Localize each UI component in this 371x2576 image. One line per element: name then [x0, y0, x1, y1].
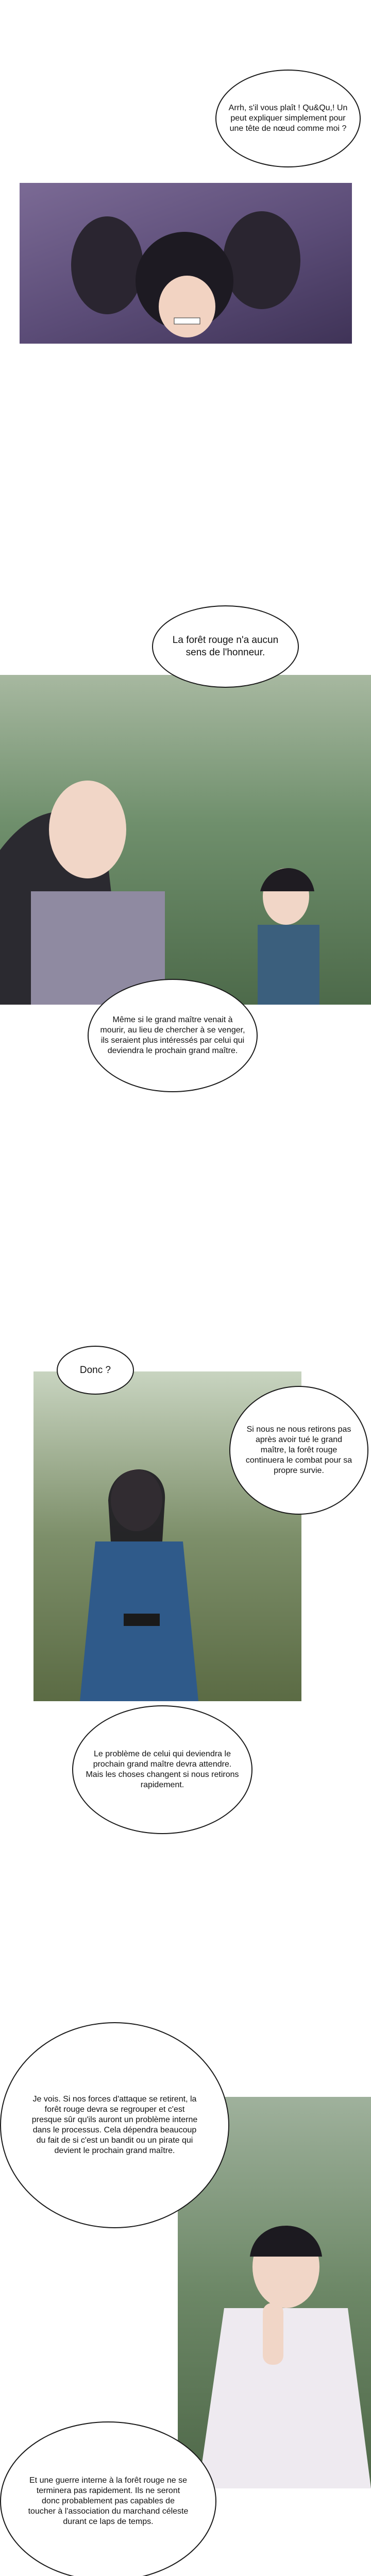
man-hair — [250, 2226, 322, 2257]
panel-2 — [0, 675, 371, 1005]
companion-hair — [260, 868, 314, 891]
speech-text-5: Si nous ne nous retirons pas après avoir tué le grand maître, la forêt rouge continuera le combat pour sa propre survie. — [245, 1425, 352, 1475]
speech-bubble-6 — [72, 1705, 252, 1834]
speech-text-1: Arrh, s'il vous plaît ! Qu&Qu,! Un peut expliquer simplement pour une tête de nœud comme moi ? — [228, 104, 348, 133]
speech-bubble-1 — [215, 70, 361, 167]
speech-text-3: Même si le grand maître venait à mourir, au lieu de chercher à se venger, ils seraient plus intéressés par celui qui deviendra le prochain grand maître. — [100, 1015, 245, 1055]
speech-bubble-5 — [229, 1386, 368, 1515]
panel-2-art — [0, 675, 371, 1005]
speech-bubble-7 — [0, 2022, 229, 2228]
speech-bubble-8 — [0, 2421, 216, 2576]
speech-bubble-2 — [152, 605, 299, 688]
speech-bubble-4 — [57, 1346, 134, 1395]
gritted-teeth — [174, 318, 200, 324]
panel-1 — [20, 183, 352, 344]
warrior-hair — [108, 1469, 165, 1541]
speech-text-6: Le problème de celui qui deviendra le prochain grand maître devra attendre. Mais les choses changent si nous retirons rapidement. — [86, 1750, 239, 1789]
speech-text-8: Et une guerre interne à la forêt rouge ne se terminera pas rapidement. Ils ne seront donc probablement pas capables de toucher à l'association du marchand céleste durant ce laps de temps. — [28, 2476, 189, 2526]
companion-robe — [258, 925, 319, 1005]
arm-silhouette-left — [71, 216, 143, 314]
man-robe — [198, 2308, 371, 2488]
arm-silhouette-right — [223, 211, 300, 309]
face — [159, 276, 215, 337]
speech-text-4: Donc ? — [79, 1364, 111, 1376]
character-face — [49, 781, 126, 878]
panel-1-art — [20, 183, 352, 344]
speech-bubble-3 — [88, 979, 258, 1092]
speech-text-7: Je vois. Si nos forces d'attaque se retirent, la forêt rouge devra se regrouper et c'est presque sûr qu'ils auront un problème interne dans le processus. Cela dépendra beaucoup du fait de si c'est un bandit ou un pirate qui devient le prochain grand maître. — [31, 2095, 198, 2155]
speech-text-2: La forêt rouge n'a aucun sens de l'honneur. — [172, 635, 279, 658]
man-hand — [263, 2303, 283, 2365]
warrior-belt — [124, 1614, 160, 1626]
